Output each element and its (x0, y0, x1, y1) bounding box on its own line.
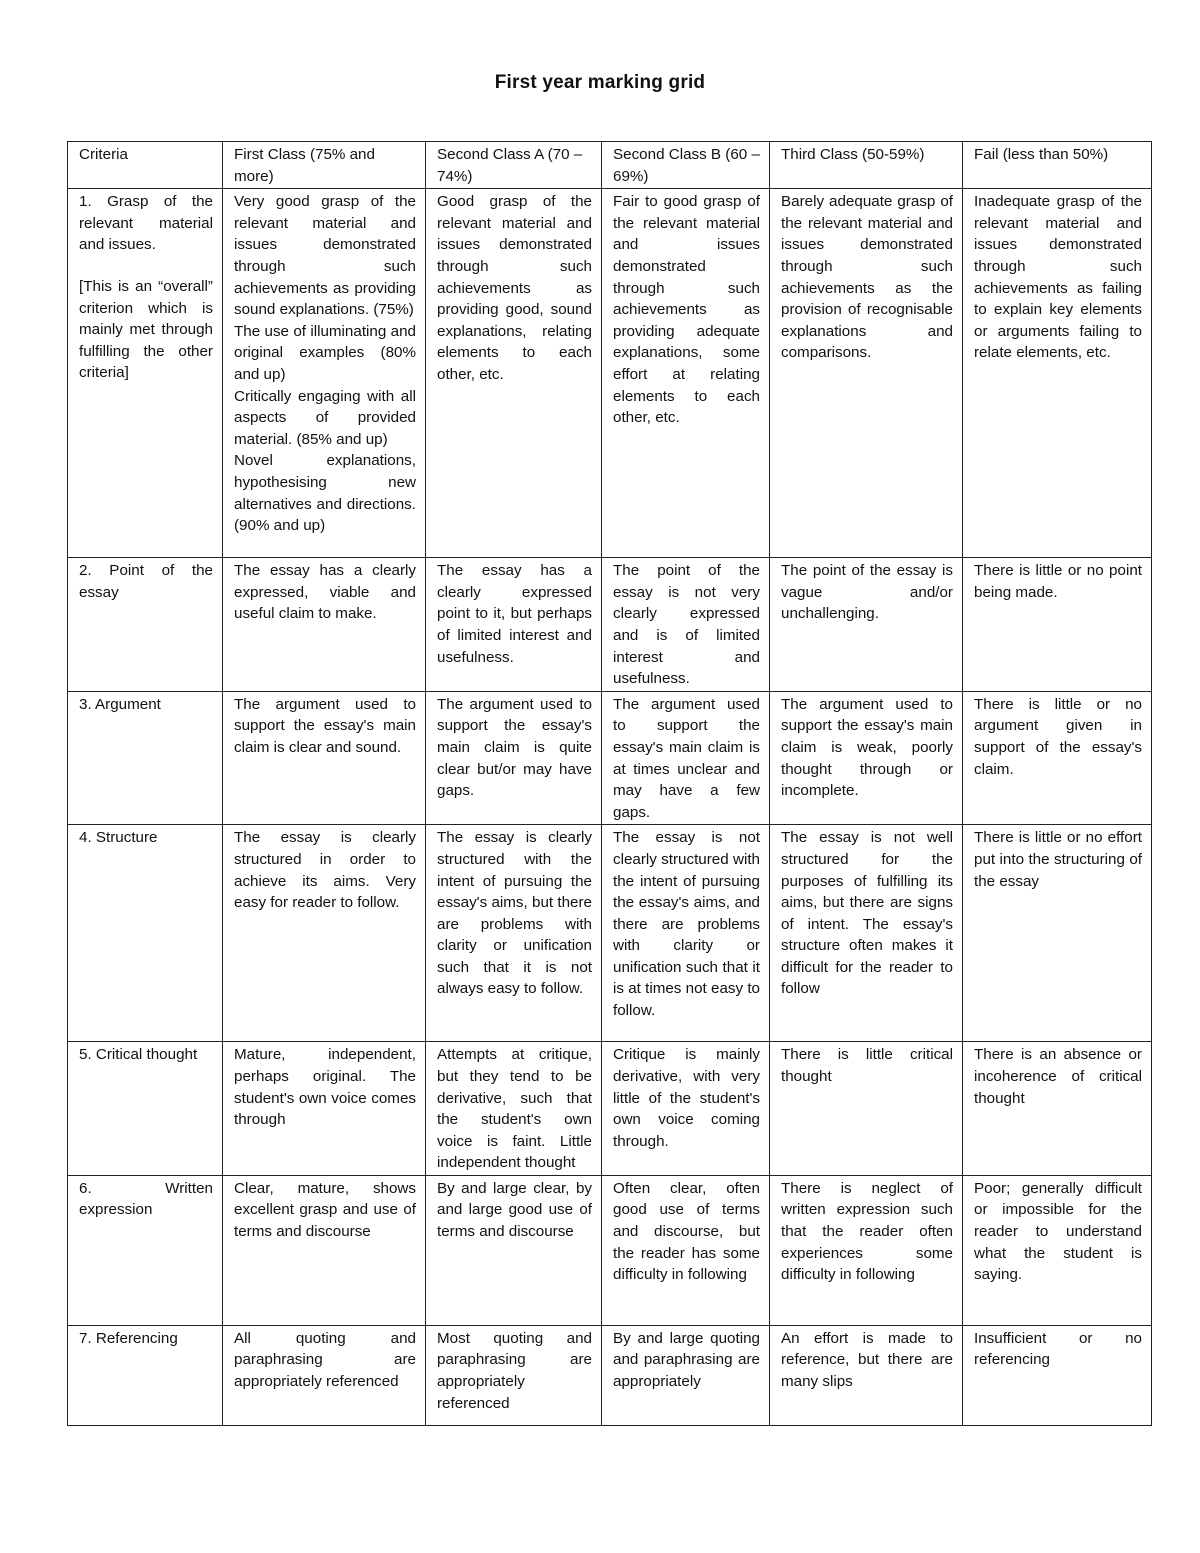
criterion-cell: 7. Referencing (68, 1325, 223, 1425)
fail-cell: Insufficient or no referencing (963, 1325, 1152, 1425)
first-class-cell (223, 189, 426, 558)
criterion-cell (68, 189, 223, 558)
second-class-b-cell: Critique is mainly derivative, with very little of the student's own voice coming through. (602, 1042, 770, 1176)
header-second-class-b: Second Class B (60 – 69%) (602, 142, 770, 189)
header-row (68, 142, 1152, 189)
second-class-b-cell: Often clear, often good use of terms and discourse, but the reader has some difficulty in following (602, 1175, 770, 1325)
marking-grid-table (67, 141, 1152, 1426)
criterion-label: 1. Grasp of the relevant material and issues. (79, 193, 213, 254)
criterion-cell: 6. Written expression (68, 1175, 223, 1325)
header-first-class: First Class (75% and more) (223, 142, 426, 189)
second-class-b-cell: The essay is not clearly structured with the intent of pursuing the essay's aims, and there are problems with clarity or unification such that it is at times not easy to follow. (602, 825, 770, 1042)
first-class-point: Novel explanations, hypothesising new alternatives and directions. (90% and up) (234, 452, 416, 535)
header-second-class-a: Second Class A (70 – 74%) (426, 142, 602, 189)
second-class-b-cell: The argument used to support the essay's main claim is at times unclear and may have a few gaps. (602, 691, 770, 825)
second-class-b-cell: Fair to good grasp of the relevant material and issues demonstrated through such achievements as providing adequate explanations, some effort at relating elements to each other, etc. (602, 189, 770, 558)
table-row (68, 1175, 1152, 1325)
first-class-point: The use of illuminating and original examples (80% and up) (234, 322, 416, 383)
first-class-cell: Clear, mature, shows excellent grasp and use of terms and discourse (223, 1175, 426, 1325)
second-class-b-cell: By and large quoting and paraphrasing are appropriately (602, 1325, 770, 1425)
fail-cell: There is little or no argument given in support of the essay's claim. (963, 691, 1152, 825)
third-class-cell: There is little critical thought (770, 1042, 963, 1176)
table-row (68, 558, 1152, 692)
second-class-a-cell: The essay has a clearly expressed point to it, but perhaps of limited interest and usefulness. (426, 558, 602, 692)
criterion-note: [This is an “overall” criterion which is mainly met through fulfilling the other criteria] (79, 277, 213, 382)
table-row (68, 1325, 1152, 1425)
first-class-point: Very good grasp of the relevant material and issues demonstrated through such achievements as providing sound explanations. (75%) (234, 193, 416, 319)
third-class-cell: The essay is not well structured for the purposes of fulfilling its aims, but there are signs of intent. The essay's structure often makes it difficult for the reader to follow (770, 825, 963, 1042)
page-title: First year marking grid (494, 72, 706, 93)
second-class-a-cell: By and large clear, by and large good use of terms and discourse (426, 1175, 602, 1325)
fail-cell: There is little or no point being made. (963, 558, 1152, 692)
header-third-class: Third Class (50-59%) (770, 142, 963, 189)
second-class-a-cell: The essay is clearly structured with the intent of pursuing the essay's aims, but there are problems with clarity or unification such that it is not always easy to follow. (426, 825, 602, 1042)
fail-cell: Inadequate grasp of the relevant material and issues demonstrated through such achievements as failing to explain key elements or arguments failing to relate elements, etc. (963, 189, 1152, 558)
table-row (68, 189, 1152, 558)
second-class-b-cell: The point of the essay is not very clearly expressed and is of limited interest and usefulness. (602, 558, 770, 692)
fail-cell: There is little or no effort put into the structuring of the essay (963, 825, 1152, 1042)
third-class-cell: The argument used to support the essay's main claim is weak, poorly thought through or incomplete. (770, 691, 963, 825)
first-class-cell: The essay is clearly structured in order to achieve its aims. Very easy for reader to follow. (223, 825, 426, 1042)
first-class-cell: All quoting and paraphrasing are appropriately referenced (223, 1325, 426, 1425)
third-class-cell: Barely adequate grasp of the relevant material and issues demonstrated through such achievements as the provision of recognisable explanations and comparisons. (770, 189, 963, 558)
third-class-cell: The point of the essay is vague and/or unchallenging. (770, 558, 963, 692)
second-class-a-cell: The argument used to support the essay's main claim is quite clear but/or may have gaps. (426, 691, 602, 825)
table-row (68, 691, 1152, 825)
fail-cell: There is an absence or incoherence of critical thought (963, 1042, 1152, 1176)
first-class-point: Critically engaging with all aspects of provided material. (85% and up) (234, 387, 416, 448)
first-class-cell: Mature, independent, perhaps original. The student's own voice comes through (223, 1042, 426, 1176)
fail-cell: Poor; generally difficult or impossible for the reader to understand what the student is saying. (963, 1175, 1152, 1325)
table-row (68, 1042, 1152, 1176)
second-class-a-cell: Good grasp of the relevant material and issues demonstrated through such achievements as providing good, sound explanations, relating elements to each other, etc. (426, 189, 602, 558)
header-criteria: Criteria (68, 142, 223, 189)
criterion-cell: 5. Critical thought (68, 1042, 223, 1176)
criterion-cell: 2. Point of the essay (68, 558, 223, 692)
first-class-cell: The essay has a clearly expressed, viable and useful claim to make. (223, 558, 426, 692)
criterion-cell: 4. Structure (68, 825, 223, 1042)
second-class-a-cell: Attempts at critique, but they tend to be derivative, such that the student's own voice is faint. Little independent thought (426, 1042, 602, 1176)
first-class-cell: The argument used to support the essay's main claim is clear and sound. (223, 691, 426, 825)
criterion-cell: 3. Argument (68, 691, 223, 825)
third-class-cell: There is neglect of written expression such that the reader often experiences some difficulty in following (770, 1175, 963, 1325)
header-fail: Fail (less than 50%) (963, 142, 1152, 189)
table-row (68, 825, 1152, 1042)
second-class-a-cell: Most quoting and paraphrasing are appropriately referenced (426, 1325, 602, 1425)
third-class-cell: An effort is made to reference, but there are many slips (770, 1325, 963, 1425)
